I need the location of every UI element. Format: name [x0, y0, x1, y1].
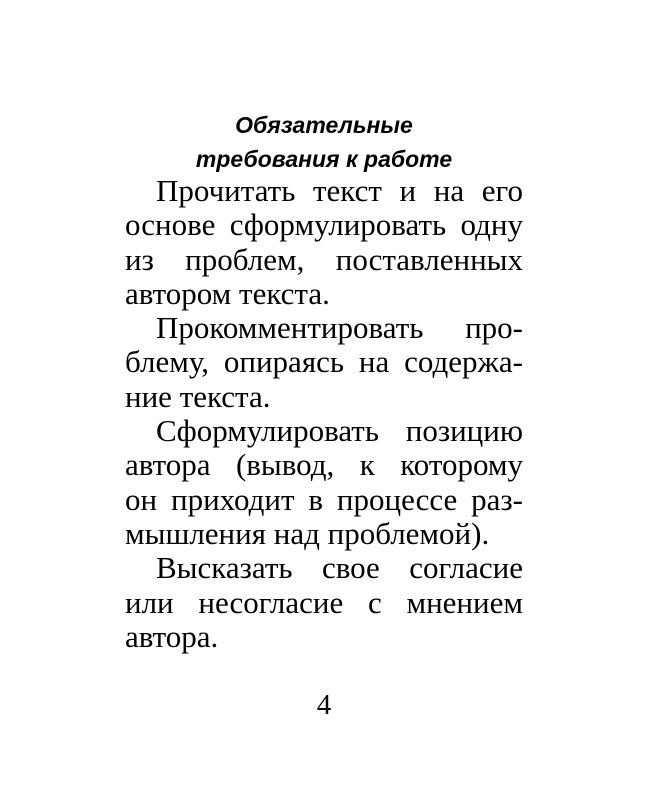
text-line: из проблем, поставленных — [125, 241, 523, 277]
text-line: автора (вывод, к которому — [125, 447, 523, 483]
text-line: блему, опираясь на содержа- — [125, 344, 523, 380]
text-line: автором текста. — [125, 275, 330, 311]
text-line: он приходит в процессе раз- — [125, 481, 523, 517]
paragraph-4 — [125, 551, 523, 654]
paragraph-3 — [125, 414, 523, 551]
text-line: Прокомментировать про- — [156, 310, 523, 346]
text-line: автора. — [125, 618, 219, 654]
paragraph-1 — [125, 174, 523, 311]
text-line: Сформулировать позицию — [156, 413, 523, 449]
paragraph-2 — [125, 311, 523, 414]
section-heading — [120, 108, 528, 176]
text-line: Прочитать текст и на его — [156, 173, 523, 208]
heading-line-1: Обязательные — [235, 112, 413, 138]
heading-line-2: требования к работе — [195, 146, 453, 172]
text-line: Высказать свое согласие — [156, 550, 523, 586]
text-line: или несогласие с мнением — [125, 584, 523, 620]
text-line: основе сформулировать одну — [125, 207, 523, 243]
text-line: мышления над проблемой). — [125, 515, 490, 551]
page-number: 4 — [316, 689, 332, 721]
text-line: ние текста. — [125, 378, 271, 414]
requirements-text — [125, 174, 523, 654]
